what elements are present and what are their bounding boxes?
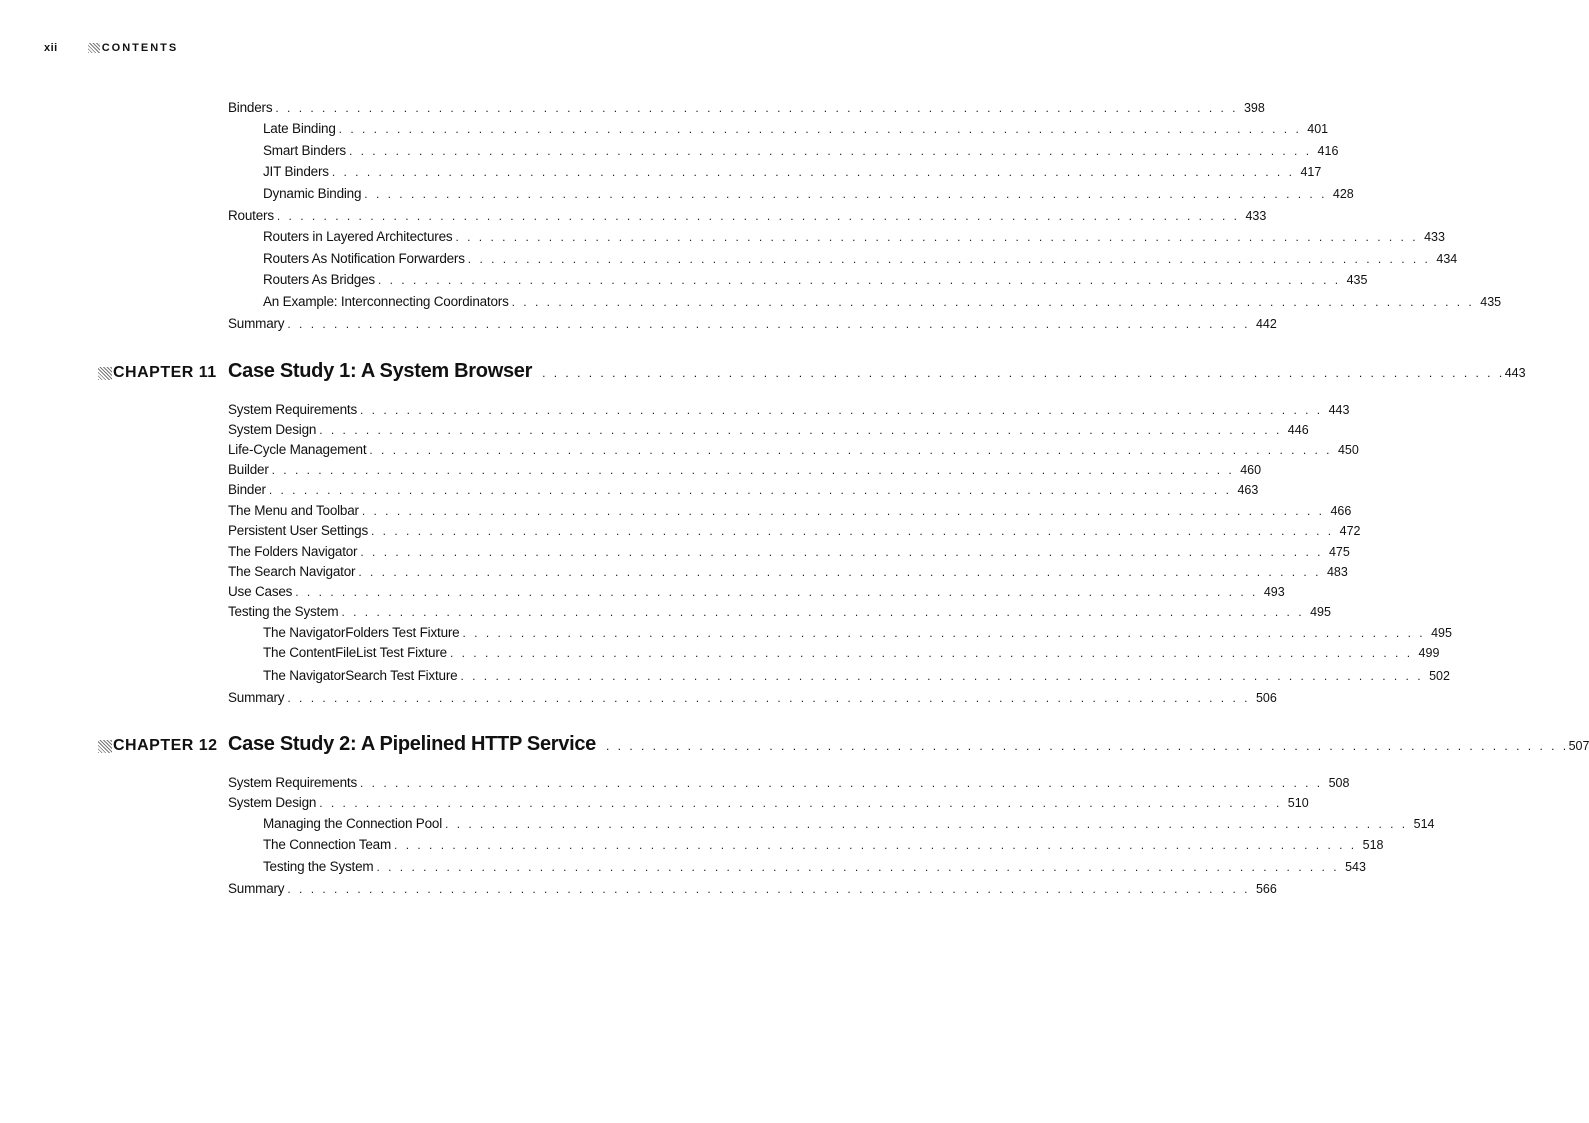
dot-leader: . . . . . . . . . . . . . . . . . . . . . . . . . . . . . . . . . . . . . . . . . . . . . . . . . . . . . . . . . . . . . . . . . . . . . . . . . . . . . . . . . . . <box>271 463 1235 477</box>
toc-entry-page: 433 <box>1245 209 1267 223</box>
dot-leader: . . . . . . . . . . . . . . . . . . . . . . . . . . . . . . . . . . . . . . . . . . . . . . . . . . . . . . . . . . . . . . . . . . . . . . . . . . . . . . . . . . . <box>376 860 1340 874</box>
toc-entry[interactable] <box>263 859 1366 877</box>
toc-entry[interactable] <box>228 316 1277 334</box>
toc-entry-page: 506 <box>1255 691 1277 705</box>
dot-leader: . . . . . . . . . . . . . . . . . . . . . . . . . . . . . . . . . . . . . . . . . . . . . . . . . . . . . . . . . . . . . . . . . . . . . . . . . . . . . . . . . . . <box>445 817 1408 831</box>
dot-leader: . . . . . . . . . . . . . . . . . . . . . . . . . . . . . . . . . . . . . . . . . . . . . . . . . . . . . . . . . . . . . . . . . . . . . . . . . . . . . . . . . . . <box>287 317 1250 331</box>
dot-leader: . . . . . . . . . . . . . . . . . . . . . . . . . . . . . . . . . . . . . . . . . . . . . . . . . . . . . . . . . . . . . . . . . . . . . . . . . . . . . . . . . . . <box>331 165 1295 179</box>
dot-leader: . . . . . . . . . . . . . . . . . . . . . . . . . . . . . . . . . . . . . . . . . . . . . . . . . . . . . . . . . . . . . . . . . . . . . . . . . . . . . . . . . . . <box>371 524 1334 538</box>
toc-entry-page: 460 <box>1240 463 1262 477</box>
toc-entry-page: 514 <box>1413 817 1435 831</box>
chapter-page: 507 <box>1568 739 1589 753</box>
toc-entry-page: 434 <box>1436 252 1458 266</box>
toc-entry-page: 435 <box>1480 295 1502 309</box>
dot-leader: . . . . . . . . . . . . . . . . . . . . . . . . . . . . . . . . . . . . . . . . . . . . . . . . . . . . . . . . . . . . . . . . . . . . . . . . . . . . . . . . . . . <box>358 565 1321 579</box>
dot-leader: . . . . . . . . . . . . . . . . . . . . . . . . . . . . . . . . . . . . . . . . . . . . . . . . . . . . . . . . . . . . . . . . . . . . . . . . . . . . . . . . . . . <box>364 187 1327 201</box>
toc-entry[interactable] <box>263 143 1339 161</box>
toc-entry[interactable] <box>228 604 1331 622</box>
dot-leader: . . . . . . . . . . . . . . . . . . . . . . . . . . . . . . . . . . . . . . . . . . . . . . . . . . . . . . . . . . . . . . . . . . . . . . . . . . . . . . . . . . . <box>348 144 1312 158</box>
dot-leader: . . . . . . . . . . . . . . . . . . . . . . . . . . . . . . . . . . . . . . . . . . . . . . . . . . . . . . . . . . . . . . . . . . . . . . . . . . . . . . . . . . . <box>276 209 1240 223</box>
toc-entry[interactable] <box>228 503 1352 521</box>
toc-entry[interactable] <box>263 229 1445 247</box>
toc-entry-title: Testing the System <box>228 604 339 619</box>
toc-entry[interactable] <box>228 208 1267 226</box>
dot-leader: . . . . . . . . . . . . . . . . . . . . . . . . . . . . . . . . . . . . . . . . . . . . . . . . . . . . . . . . . . . . . . . . . . . . . . . . . . . . . . . . . . . <box>467 252 1431 266</box>
toc-entry-page: 442 <box>1255 317 1277 331</box>
dot-leader: . . . . . . . . . . . . . . . . . . . . . . . . . . . . . . . . . . . . . . . . . . . . . . . . . . . . . . . . . . . . . . . . . . . . . . . . . . . . . . . . . . . <box>268 483 1232 497</box>
toc-entry-title: Summary <box>228 316 285 331</box>
dot-leader: . . . . . . . . . . . . . . . . . . . . . . . . . . . . . . . . . . . . . . . . . . . . . . . . . . . . . . . . . . . . . . . . . . . . . . . . . . . . . . . . . . . <box>455 230 1419 244</box>
toc-entry-title: Persistent User Settings <box>228 523 369 538</box>
toc-entry-page: 446 <box>1287 423 1309 437</box>
dot-leader: . . . . . . . . . . . . . . . . . . . . . . . . . . . . . . . . . . . . . . . . . . . . . . . . . . . . . . . . . . . . . . . . . . . . . . . . . . . . . . . . . . . <box>287 882 1250 896</box>
toc-entry-title: Late Binding <box>263 121 336 136</box>
dot-leader: . . . . . . . . . . . . . . . . . . . . . . . . . . . . . . . . . . . . . . . . . . . . . . . . . . . . . . . . . . . . . . . . . . . . . . . . . . . . . . . . . . . <box>462 626 1426 640</box>
chapter-label <box>98 364 217 382</box>
toc-entry-title: Summary <box>228 881 285 896</box>
toc-entry[interactable] <box>228 442 1359 460</box>
toc-entry-page: 450 <box>1337 443 1359 457</box>
dot-leader: . . . . . . . . . . . . . . . . . . . . . . . . . . . . . . . . . . . . . . . . . . . . . . . . . . . . . . . . . . . . . . . . . . . . . . . . . . . . . . . . . . . <box>319 796 1282 810</box>
page-number: xii <box>44 42 58 54</box>
toc-entry[interactable] <box>228 775 1350 793</box>
toc-entry-page: 502 <box>1429 669 1450 683</box>
toc-entry[interactable] <box>228 584 1285 602</box>
toc-entry-page: 510 <box>1287 796 1309 810</box>
toc-entry-title: Binders <box>228 100 273 115</box>
dot-leader: . . . . . . . . . . . . . . . . . . . . . . . . . . . . . . . . . . . . . . . . . . . . . . . . . . . . . . . . . . . . . . . . . . . . . . . . . . . . . . . . . . . <box>360 776 1323 790</box>
toc-entry[interactable] <box>228 422 1309 440</box>
toc-entry-page: 428 <box>1332 187 1354 201</box>
toc-entry-title: Binder <box>228 482 266 497</box>
dot-leader: . . . . . . . . . . . . . . . . . . . . . . . . . . . . . . . . . . . . . . . . . . . . . . . . . . . . . . . . . . . . . . . . . . . . . . . . . . . . . . . . . . . <box>295 585 1258 599</box>
toc-entry-page: 463 <box>1237 483 1259 497</box>
toc-entry[interactable] <box>228 795 1309 813</box>
toc-entry[interactable] <box>228 544 1350 562</box>
toc-entry[interactable] <box>228 462 1262 480</box>
running-head <box>44 42 178 54</box>
toc-entry[interactable] <box>228 523 1361 541</box>
toc-entry[interactable] <box>263 837 1384 855</box>
dot-leader: . . . . . . . . . . . . . . . . . . . . . . . . . . . . . . . . . . . . . . . . . . . . . . . . . . . . . . . . . . . . . . . . . . . . . . . . . . . . . . . . . . . <box>361 504 1325 518</box>
toc-entry[interactable] <box>263 625 1452 643</box>
toc-entry-page: 416 <box>1317 144 1339 158</box>
toc-entry-title: The Folders Navigator <box>228 544 358 559</box>
shaded-block-icon <box>98 367 112 380</box>
toc-entry-title: The Menu and Toolbar <box>228 503 359 518</box>
toc-entry[interactable] <box>228 564 1348 582</box>
dot-leader: . . . . . . . . . . . . . . . . . . . . . . . . . . . . . . . . . . . . . . . . . . . . . . . . . . . . . . . . . . . . . . . . . . . . . . . . . . . . . . . . . . . <box>449 646 1413 660</box>
toc-entry-page: 495 <box>1310 605 1331 619</box>
toc-entry-title: The NavigatorFolders Test Fixture <box>263 625 460 640</box>
toc-entry-title: Builder <box>228 462 269 477</box>
toc-entry-title: Smart Binders <box>263 143 346 158</box>
dot-leader: . . . . . . . . . . . . . . . . . . . . . . . . . . . . . . . . . . . . . . . . . . . . . . . . . . . . . . . . . . . . . . . . . . . . . . . . . . . . . . . . . . . <box>606 739 1569 753</box>
dot-leader: . . . . . . . . . . . . . . . . . . . . . . . . . . . . . . . . . . . . . . . . . . . . . . . . . . . . . . . . . . . . . . . . . . . . . . . . . . . . . . . . . . . <box>319 423 1282 437</box>
toc-entry[interactable] <box>263 121 1329 139</box>
dot-leader: . . . . . . . . . . . . . . . . . . . . . . . . . . . . . . . . . . . . . . . . . . . . . . . . . . . . . . . . . . . . . . . . . . . . . . . . . . . . . . . . . . . <box>275 101 1238 115</box>
toc-entry-title: Testing the System <box>263 859 374 874</box>
toc-entry-page: 475 <box>1328 545 1350 559</box>
toc-entry-title: An Example: Interconnecting Coordinators <box>263 294 509 309</box>
toc-entry-page: 398 <box>1243 101 1265 115</box>
dot-leader: . . . . . . . . . . . . . . . . . . . . . . . . . . . . . . . . . . . . . . . . . . . . . . . . . . . . . . . . . . . . . . . . . . . . . . . . . . . . . . . . . . . <box>338 122 1302 136</box>
chapter-title: Case Study 1: A System Browser <box>228 360 533 382</box>
toc-entry[interactable] <box>228 881 1277 899</box>
chapter-number: CHAPTER 12 <box>113 737 218 754</box>
toc-entry[interactable] <box>228 100 1265 118</box>
toc-entry-title: The Connection Team <box>263 837 392 852</box>
toc-entry-title: Routers <box>228 208 274 223</box>
toc-entry-title: The Search Navigator <box>228 564 356 579</box>
dot-leader: . . . . . . . . . . . . . . . . . . . . . . . . . . . . . . . . . . . . . . . . . . . . . . . . . . . . . . . . . . . . . . . . . . . . . . . . . . . . . . . . . . . <box>377 273 1341 287</box>
shaded-block-icon <box>88 43 100 53</box>
toc-entry-title: System Requirements <box>228 402 357 417</box>
toc-entry-title: System Design <box>228 422 317 437</box>
toc-entry-page: 472 <box>1339 524 1361 538</box>
section-title: CONTENTS <box>101 42 179 54</box>
toc-entry-title: Managing the Connection Pool <box>263 816 443 831</box>
toc-entry-title: Summary <box>228 690 285 705</box>
toc-entry[interactable] <box>263 186 1354 204</box>
toc-entry-page: 518 <box>1362 838 1384 852</box>
dot-leader: . . . . . . . . . . . . . . . . . . . . . . . . . . . . . . . . . . . . . . . . . . . . . . . . . . . . . . . . . . . . . . . . . . . . . . . . . . . . . . . . . . . <box>341 605 1305 619</box>
toc-entry-title: Dynamic Binding <box>263 186 362 201</box>
toc-entry-page: 543 <box>1345 860 1366 874</box>
toc-entry[interactable] <box>228 482 1259 500</box>
toc-entry[interactable] <box>263 668 1450 686</box>
dot-leader: . . . . . . . . . . . . . . . . . . . . . . . . . . . . . . . . . . . . . . . . . . . . . . . . . . . . . . . . . . . . . . . . . . . . . . . . . . . . . . . . . . . <box>360 403 1323 417</box>
toc-entry-title: The NavigatorSearch Test Fixture <box>263 668 458 683</box>
toc-entry-page: 493 <box>1263 585 1285 599</box>
chapter-number: CHAPTER 11 <box>113 364 217 381</box>
toc-entry[interactable] <box>228 402 1350 420</box>
toc-entry-page: 499 <box>1418 646 1440 660</box>
toc-entry-title: Use Cases <box>228 584 293 599</box>
dot-leader: . . . . . . . . . . . . . . . . . . . . . . . . . . . . . . . . . . . . . . . . . . . . . . . . . . . . . . . . . . . . . . . . . . . . . . . . . . . . . . . . . . . <box>360 545 1323 559</box>
dot-leader: . . . . . . . . . . . . . . . . . . . . . . . . . . . . . . . . . . . . . . . . . . . . . . . . . . . . . . . . . . . . . . . . . . . . . . . . . . . . . . . . . . . <box>287 691 1250 705</box>
chapter-page: 443 <box>1504 366 1526 380</box>
chapter-title: Case Study 2: A Pipelined HTTP Service <box>228 733 596 755</box>
toc-entry-title: The ContentFileList Test Fixture <box>263 645 447 660</box>
toc-entry-title: System Design <box>228 795 317 810</box>
dot-leader: . . . . . . . . . . . . . . . . . . . . . . . . . . . . . . . . . . . . . . . . . . . . . . . . . . . . . . . . . . . . . . . . . . . . . . . . . . . . . . . . . . . <box>511 295 1475 309</box>
toc-entry-page: 466 <box>1330 504 1352 518</box>
toc-entry-page: 483 <box>1326 565 1348 579</box>
toc-entry-title: System Requirements <box>228 775 357 790</box>
toc-entry-page: 433 <box>1424 230 1445 244</box>
dot-leader: . . . . . . . . . . . . . . . . . . . . . . . . . . . . . . . . . . . . . . . . . . . . . . . . . . . . . . . . . . . . . . . . . . . . . . . . . . . . . . . . . . . <box>369 443 1332 457</box>
chapter-label <box>98 737 218 755</box>
toc-entry-title: Routers As Bridges <box>263 272 375 287</box>
toc-entry[interactable] <box>263 164 1322 182</box>
toc-entry[interactable] <box>263 272 1368 290</box>
toc-entry[interactable] <box>263 645 1440 663</box>
toc-entry-page: 417 <box>1300 165 1322 179</box>
toc-entry-title: Routers As Notification Forwarders <box>263 251 465 266</box>
toc-entry-title: Routers in Layered Architectures <box>263 229 453 244</box>
toc-entry-page: 401 <box>1307 122 1329 136</box>
toc-entry[interactable] <box>228 690 1277 708</box>
toc-entry-title: JIT Binders <box>263 164 329 179</box>
dot-leader: . . . . . . . . . . . . . . . . . . . . . . . . . . . . . . . . . . . . . . . . . . . . . . . . . . . . . . . . . . . . . . . . . . . . . . . . . . . . . . . . . . . <box>394 838 1357 852</box>
toc-entry-page: 435 <box>1346 273 1368 287</box>
toc-entry-page: 495 <box>1431 626 1452 640</box>
toc-entry-page: 443 <box>1328 403 1350 417</box>
toc-entry-page: 566 <box>1255 882 1277 896</box>
shaded-block-icon <box>98 740 112 753</box>
toc-entry[interactable] <box>263 251 1458 269</box>
chapter-heading[interactable] <box>228 733 1589 756</box>
toc-entry[interactable] <box>263 816 1435 834</box>
dot-leader: . . . . . . . . . . . . . . . . . . . . . . . . . . . . . . . . . . . . . . . . . . . . . . . . . . . . . . . . . . . . . . . . . . . . . . . . . . . . . . . . . . . <box>542 366 1505 380</box>
toc-entry[interactable] <box>263 294 1502 312</box>
toc-entry-title: Life-Cycle Management <box>228 442 367 457</box>
toc-entry-page: 508 <box>1328 776 1350 790</box>
dot-leader: . . . . . . . . . . . . . . . . . . . . . . . . . . . . . . . . . . . . . . . . . . . . . . . . . . . . . . . . . . . . . . . . . . . . . . . . . . . . . . . . . . . <box>460 669 1424 683</box>
chapter-heading[interactable] <box>228 360 1526 383</box>
